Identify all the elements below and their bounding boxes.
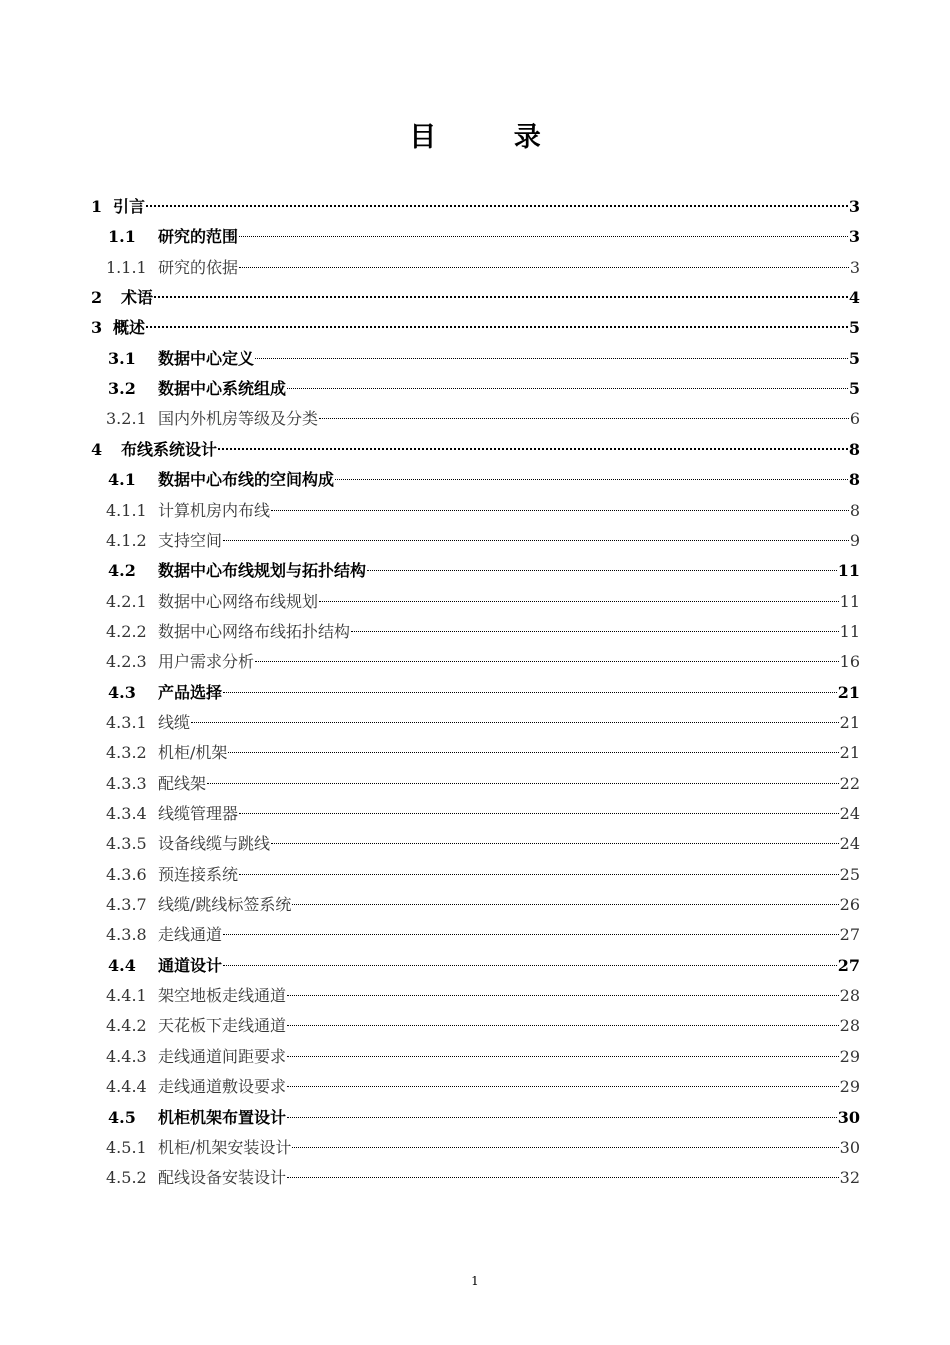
dot-leader (218, 448, 848, 450)
toc-entry[interactable] (106, 799, 860, 829)
dot-leader (287, 388, 848, 389)
dot-leader (271, 843, 839, 844)
dot-leader (335, 479, 848, 480)
toc-entry[interactable] (91, 283, 860, 313)
toc-entry-title: 机柜机架布置设计 (158, 1107, 287, 1127)
dot-leader (154, 296, 848, 298)
toc-entry-title: 引言 (113, 197, 146, 216)
toc-entry-number: 3.1 (108, 348, 136, 368)
toc-entry-title: 数据中心定义 (158, 348, 255, 368)
toc-entry-number: 3 (91, 318, 103, 338)
toc-entry-page: 8 (848, 470, 860, 490)
toc-entry[interactable] (106, 1072, 860, 1102)
toc-entry-page: 5 (848, 348, 860, 368)
dot-leader (319, 601, 839, 602)
toc-entry-page: 5 (848, 318, 860, 338)
dot-leader (287, 1117, 837, 1118)
toc-entry-number: 4.3.4 (106, 804, 147, 823)
toc-entry[interactable] (91, 435, 860, 465)
toc-entry-title: 布线系统设计 (121, 439, 218, 459)
toc-entry[interactable] (108, 951, 860, 981)
toc-entry-number: 4.4.2 (106, 1016, 147, 1036)
dot-leader (146, 326, 848, 328)
toc-entry[interactable] (108, 556, 860, 586)
dot-leader (146, 205, 848, 207)
toc-entry-title: 研究的范围 (158, 227, 239, 247)
page-number: 1 (471, 1274, 479, 1288)
toc-entry-page: 24 (839, 834, 860, 854)
toc-entry-page: 22 (839, 773, 860, 793)
toc-entry-page: 25 (839, 864, 860, 884)
dot-leader (207, 783, 839, 784)
toc-entry-title: 数据中心网络布线规划 (158, 591, 319, 611)
toc-entry-title: 机柜/机架 (158, 743, 228, 763)
toc-entry[interactable] (91, 192, 860, 222)
toc-entry-title: 国内外机房等级及分类 (158, 409, 319, 429)
toc-entry-page: 29 (839, 1046, 860, 1066)
toc-entry-title: 通道设计 (158, 955, 223, 975)
toc-entry-title: 设备线缆与跳线 (158, 834, 271, 854)
toc-entry[interactable] (108, 1103, 860, 1133)
toc-entry-page: 3 (849, 257, 860, 277)
toc-entry[interactable] (106, 587, 860, 617)
toc-entry[interactable] (106, 1042, 860, 1072)
dot-leader (292, 1147, 838, 1148)
toc-entry-page: 32 (839, 1168, 860, 1188)
dot-leader (351, 631, 839, 632)
dot-leader (239, 813, 839, 814)
toc-entry-number: 3.2.1 (106, 409, 147, 429)
toc-entry[interactable] (106, 526, 860, 556)
dot-leader (239, 874, 839, 875)
toc-entry-number: 4.4.3 (106, 1046, 147, 1066)
toc-entry-page: 21 (837, 682, 860, 702)
dot-leader (223, 540, 849, 541)
toc-entry-number: 4.1 (108, 470, 136, 490)
toc-entry-title: 数据中心网络布线拓扑结构 (158, 621, 351, 641)
toc-entry[interactable] (106, 981, 860, 1011)
toc-entry-page: 3 (848, 227, 860, 247)
toc-entry-number: 4.3.8 (106, 925, 147, 945)
toc-entry-number: 4.4.1 (106, 986, 147, 1006)
toc-entry-number: 4.3.7 (106, 895, 147, 915)
toc-entry-page: 16 (839, 652, 860, 672)
toc-entry-page: 28 (839, 986, 860, 1006)
dot-leader (367, 570, 837, 571)
toc-entry-title: 天花板下走线通道 (158, 1016, 287, 1036)
toc-entry-page: 11 (837, 561, 860, 581)
toc-entry-number: 4.3.6 (106, 864, 147, 884)
dot-leader (292, 904, 838, 905)
toc-entry-title: 产品选择 (158, 682, 223, 702)
dot-leader (223, 934, 839, 935)
toc-entry-number: 4.5 (108, 1107, 136, 1127)
toc-entry[interactable] (91, 313, 860, 343)
toc-entry-title: 走线通道 (158, 925, 223, 945)
toc-entry-page: 21 (839, 743, 860, 763)
toc-entry-title: 配线架 (158, 773, 207, 793)
dot-leader (255, 661, 839, 662)
toc-entry-title: 配线设备安装设计 (158, 1168, 287, 1188)
toc-entry-page: 27 (837, 955, 860, 975)
dot-leader (223, 965, 837, 966)
dot-leader (287, 995, 839, 996)
toc-entry-title: 线缆管理器 (158, 804, 239, 823)
toc-entry-number: 4.1.1 (106, 500, 147, 520)
toc-entry[interactable] (106, 890, 860, 920)
toc-entry-number: 4.2 (108, 561, 136, 581)
toc-entry-page: 28 (839, 1016, 860, 1036)
toc-entry-page: 9 (849, 530, 860, 550)
toc-entry[interactable] (106, 708, 860, 738)
toc-entry-number: 1 (91, 197, 103, 216)
toc-entry-number: 4.5.1 (106, 1137, 147, 1157)
toc-entry-page: 6 (849, 409, 860, 429)
toc-entry-page: 29 (839, 1077, 860, 1097)
toc-entry-page: 11 (839, 621, 860, 641)
dot-leader (271, 510, 849, 511)
dot-leader (287, 1177, 839, 1178)
toc-entry-title: 数据中心系统组成 (158, 379, 287, 399)
toc-entry[interactable] (106, 769, 860, 799)
dot-leader (287, 1086, 839, 1087)
toc-entry-title: 术语 (121, 288, 154, 308)
toc-entry-number: 1.1.1 (106, 257, 147, 277)
dot-leader (255, 358, 848, 359)
toc-entry-number: 4.5.2 (106, 1168, 147, 1188)
toc-entry-page: 30 (839, 1137, 860, 1157)
toc-entry[interactable] (106, 496, 860, 526)
toc-entry-number: 4.3 (108, 682, 136, 702)
toc-entry-number: 4.2.1 (106, 591, 147, 611)
toc-entry-page: 11 (839, 591, 860, 611)
toc-entry-number: 4.4 (108, 955, 136, 975)
toc-entry[interactable] (106, 1011, 860, 1041)
toc-entry-title: 架空地板走线通道 (158, 986, 287, 1006)
dot-leader (239, 267, 849, 268)
toc-entry-number: 4.2.2 (106, 621, 147, 641)
toc-entry[interactable] (108, 374, 860, 404)
toc-entry-number: 4.3.2 (106, 743, 147, 763)
toc-entry-page: 21 (839, 712, 860, 732)
toc-entry-page: 26 (839, 895, 860, 915)
dot-leader (228, 752, 838, 753)
toc-entry-title: 支持空间 (158, 530, 223, 550)
page-title: 目 录 (409, 122, 575, 153)
toc-entry-number: 4.3.1 (106, 712, 147, 732)
toc-entry[interactable] (106, 1133, 860, 1163)
dot-leader (191, 722, 839, 723)
toc-entry-title: 用户需求分析 (158, 652, 255, 672)
toc-entry-page: 5 (848, 379, 860, 399)
toc-entry-page: 8 (848, 439, 860, 459)
toc-entry-number: 3.2 (108, 379, 136, 399)
toc-entry-title: 数据中心布线的空间构成 (158, 470, 335, 490)
dot-leader (287, 1056, 839, 1057)
toc-entry-number: 2 (91, 288, 103, 308)
toc-entry-page: 3 (848, 197, 860, 216)
toc-entry-page: 4 (848, 288, 860, 308)
toc-entry[interactable] (106, 253, 860, 283)
dot-leader (319, 418, 849, 419)
toc-entry-page: 30 (837, 1107, 860, 1127)
toc-entry[interactable] (106, 617, 860, 647)
toc-entry-page: 24 (839, 804, 860, 823)
toc-entry[interactable] (106, 738, 860, 768)
toc-entry[interactable] (106, 920, 860, 950)
dot-leader (223, 692, 837, 693)
toc-entry-number: 4.2.3 (106, 652, 147, 672)
toc-entry-number: 4.3.5 (106, 834, 147, 854)
toc-entry-title: 线缆 (158, 712, 191, 732)
toc-entry-number: 4.4.4 (106, 1077, 147, 1097)
toc-entry[interactable] (108, 344, 860, 374)
toc-entry-title: 走线通道敷设要求 (158, 1077, 287, 1097)
toc-entry-number: 1.1 (108, 227, 136, 247)
dot-leader (287, 1025, 839, 1026)
toc-entry-number: 4.1.2 (106, 530, 147, 550)
toc-entry[interactable] (108, 678, 860, 708)
toc-entry-title: 走线通道间距要求 (158, 1046, 287, 1066)
toc-entry-number: 4 (91, 439, 103, 459)
toc-entry-number: 4.3.3 (106, 773, 147, 793)
dot-leader (239, 236, 848, 237)
toc-entry[interactable] (106, 829, 860, 859)
toc-entry-title: 机柜/机架安装设计 (158, 1137, 292, 1157)
toc-entry[interactable] (106, 404, 860, 434)
toc-entry-title: 概述 (113, 318, 146, 338)
toc-entry-page: 27 (839, 925, 860, 945)
toc-entry[interactable] (106, 860, 860, 890)
toc-entry-title: 数据中心布线规划与拓扑结构 (158, 561, 367, 581)
toc-entry-title: 研究的依据 (158, 257, 239, 277)
toc-entry-title: 预连接系统 (158, 864, 239, 884)
toc-entry[interactable] (108, 465, 860, 495)
toc-entry[interactable] (106, 1163, 860, 1193)
toc-entry-title: 线缆/跳线标签系统 (158, 895, 292, 915)
toc-entry-page: 8 (849, 500, 860, 520)
toc-entry-title: 计算机房内布线 (158, 500, 271, 520)
toc-entry[interactable] (106, 647, 860, 677)
toc-entry[interactable] (108, 222, 860, 252)
